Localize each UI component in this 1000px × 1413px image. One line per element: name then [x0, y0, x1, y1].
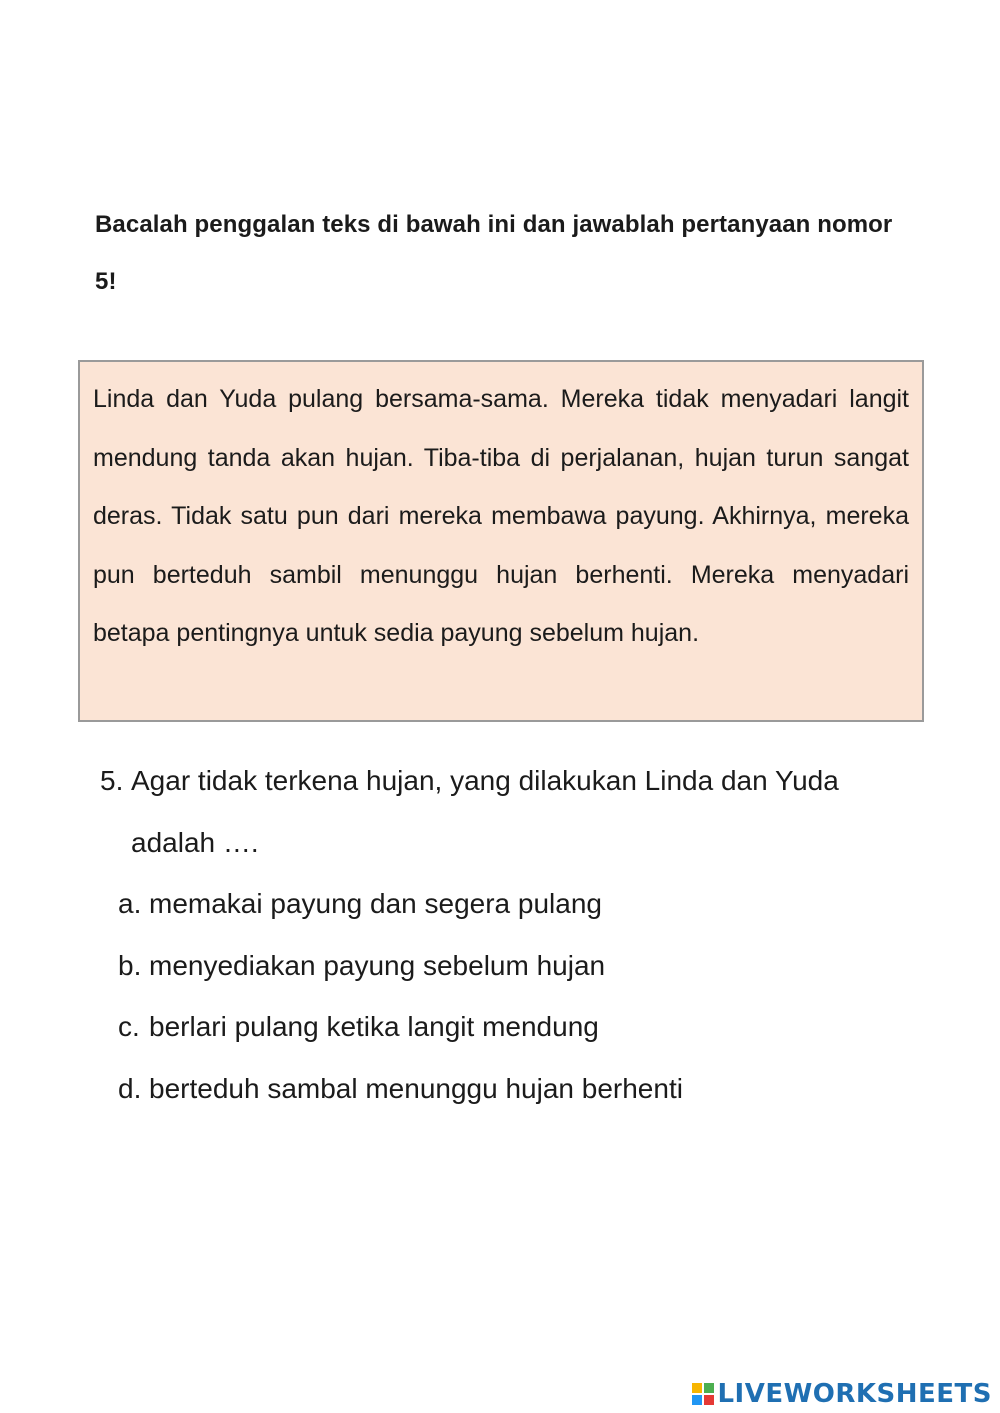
option-text: memakai payung dan segera pulang	[149, 888, 602, 919]
watermark-text: LIVEWORKSHEETS	[717, 1379, 992, 1409]
logo-square-green	[704, 1383, 714, 1393]
option-text: menyediakan payung sebelum hujan	[149, 949, 606, 981]
answer-options	[118, 873, 938, 1119]
question-text: Agar tidak terkena hujan, yang dilakukan Linda dan Yuda adalah ….	[131, 765, 839, 858]
option-letter: a.	[118, 888, 142, 919]
logo-square-blue	[692, 1395, 702, 1405]
option-letter: b.	[118, 949, 142, 981]
instruction-text: Bacalah penggalan teks di bawah ini dan jawablah pertanyaan nomor 5!	[95, 211, 893, 295]
option-a[interactable]	[118, 873, 938, 935]
option-letter: c.	[118, 1011, 140, 1042]
option-d[interactable]	[118, 1058, 938, 1120]
liveworksheets-watermark	[692, 1379, 992, 1409]
option-b[interactable]	[118, 935, 938, 997]
reading-passage-box	[78, 360, 924, 722]
option-letter: d.	[118, 1072, 142, 1104]
logo-square-red	[704, 1395, 714, 1405]
question-5	[100, 750, 920, 874]
logo-square-yellow	[692, 1383, 702, 1393]
question-number: 5.	[100, 765, 124, 796]
liveworksheets-logo-icon	[692, 1383, 714, 1405]
option-text: berlari pulang ketika langit mendung	[149, 1011, 599, 1042]
option-text: berteduh sambal menunggu hujan berhenti	[149, 1072, 683, 1104]
option-c[interactable]	[118, 996, 938, 1058]
reading-passage-text: Linda dan Yuda pulang bersama-sama. Mereka tidak menyadari langit mendung tanda akan hujan. Tiba-tiba di perjalanan, hujan turun sangat deras. Tidak satu pun dari mereka membawa payung. Akhirnya, mereka pun berteduh sambil menunggu hujan berhenti. Mereka menyadari betapa pentingnya untuk sedia payung sebelum hujan.	[93, 385, 909, 647]
